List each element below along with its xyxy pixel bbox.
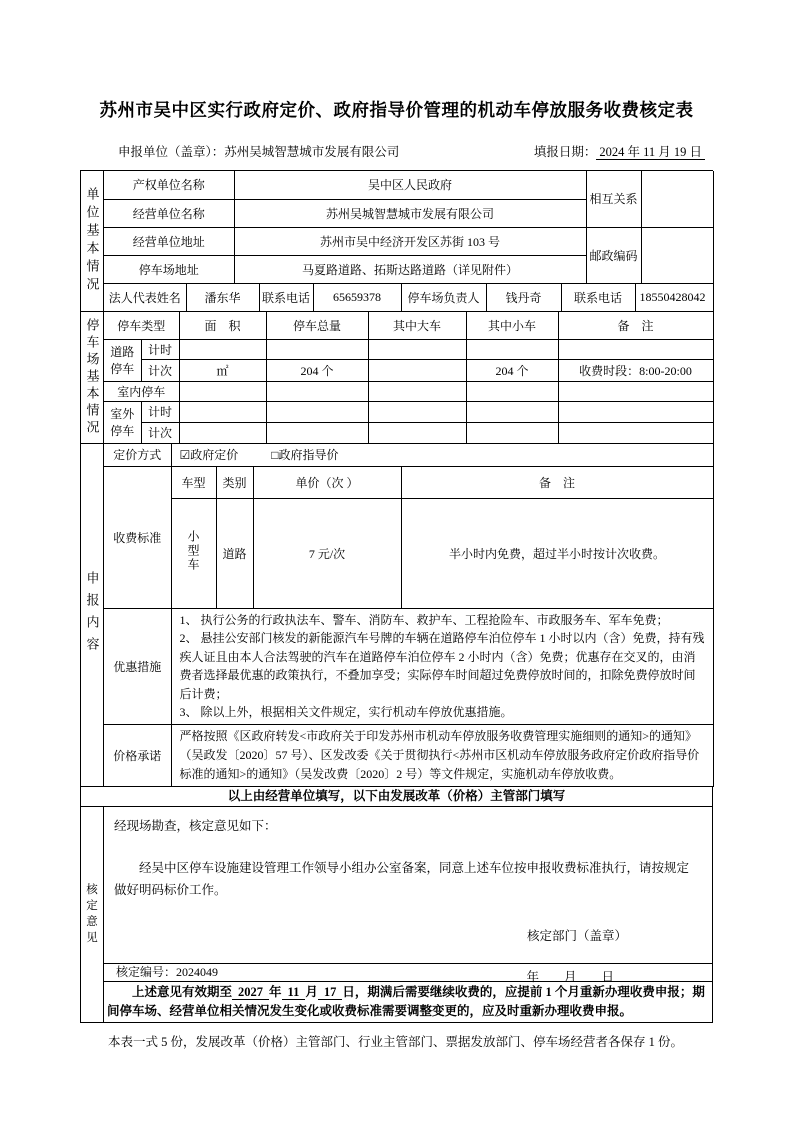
- validity-rest: 日，期满后需要继续收费的，应提前 1 个月重新办理收费申报；期间停车场、经营单位相关情况发生变化或收费标准需要调整变更的，应及时重新办理收费申报。: [107, 984, 705, 1018]
- operator-address-label: 经营单位地址: [104, 227, 234, 255]
- road-counted-area: ㎡: [179, 359, 266, 381]
- legal-rep-row: [104, 284, 714, 313]
- road-counted-label: 计次: [141, 359, 179, 381]
- checkbox-government-pricing[interactable]: ☑政府定价: [179, 448, 239, 463]
- section-label-declaration: 申报内容: [81, 444, 104, 787]
- discount-item-2: 2、 悬挂公安部门核发的新能源汽车号牌的车辆在道路停车泊位停车 1 小时以内（含）免费，持有残疾人证且由本人合法驾驶的汽车在道路停车泊位停车 2 小时内（含）免费；优惠存在交叉的，由消费者选择最优惠的政策执行，不叠加享受；实际停车时间超过免费停放时间的，扣除免费停放时间后计费；: [179, 631, 705, 701]
- road-counted-large: [368, 359, 466, 381]
- postcode-value: [641, 227, 713, 283]
- owner-unit-name-label: 产权单位名称: [104, 171, 234, 199]
- fee-standard-table: [104, 467, 714, 609]
- verdict-serial-label: 核定编号：: [116, 964, 177, 979]
- fee-row-unit-price: 7 元/次: [253, 498, 401, 608]
- outdoor-counted-large: [368, 422, 466, 443]
- checkbox-government-guided-pricing[interactable]: □政府指导价: [271, 448, 339, 463]
- phone1-value: 65659378: [313, 284, 401, 312]
- fee-row-remarks: 半小时内免费，超过半小时按计次收费。: [401, 498, 713, 608]
- outdoor-counted-note: [558, 422, 713, 443]
- legal-rep-label: 法人代表姓名: [104, 284, 186, 312]
- outdoor-parking-label: 室外停车: [104, 401, 141, 443]
- outdoor-timed-small: [466, 401, 558, 422]
- discount-content: [171, 609, 713, 725]
- discount-label: 优惠措施: [104, 609, 171, 725]
- header-total-spaces: 停车总量: [266, 312, 368, 339]
- header-small-vehicles: 其中小车: [466, 312, 558, 339]
- header-fee-remarks: 备 注: [401, 467, 713, 498]
- road-timed-label: 计时: [141, 339, 179, 359]
- header-info-line: [80, 142, 713, 160]
- section-declaration: [81, 444, 713, 787]
- indoor-small: [466, 381, 558, 401]
- operator-unit-name-value: 苏州吴城智慧城市发展有限公司: [234, 199, 586, 227]
- outdoor-counted-small: [466, 422, 558, 443]
- header-remarks: 备 注: [558, 312, 713, 339]
- lot-info-table: [104, 312, 714, 444]
- relation-value: [641, 171, 713, 227]
- road-counted-small: 204 个: [466, 359, 558, 381]
- report-date-value: 2024 年 11 月 19 日: [596, 145, 705, 160]
- owner-unit-name-value: 吴中区人民政府: [234, 171, 586, 199]
- road-timed-note: [558, 339, 713, 359]
- declarer-line: [118, 142, 399, 160]
- validity-month-char: 月: [305, 984, 318, 999]
- validity-month-value: 11: [282, 985, 306, 1000]
- section-verdict: [81, 807, 713, 1023]
- outdoor-timed-label: 计时: [141, 401, 179, 422]
- fill-instruction-divider: 以上由经营单位填写，以下由发展改革（价格）主管部门填写: [81, 787, 713, 807]
- verdict-date-line: 年 月 日: [526, 969, 614, 984]
- phone2-value: 18550428042: [635, 284, 713, 312]
- section-label-unit-info: 单位基本情况: [81, 171, 104, 312]
- outdoor-counted-total: [266, 422, 368, 443]
- header-parking-type: 停车类型: [104, 312, 179, 339]
- road-timed-total: [266, 339, 368, 359]
- road-timed-large: [368, 339, 466, 359]
- report-date-label: 填报日期：: [533, 145, 597, 159]
- page-title: 苏州市吴中区实行政府定价、政府指导价管理的机动车停放服务收费核定表: [99, 100, 694, 120]
- verdict-department-seal-line: 核定部门（盖章）: [526, 928, 627, 943]
- indoor-total: [266, 381, 368, 401]
- header-unit-price: 单价（次 ）: [253, 467, 401, 498]
- section-label-lot-info: 停车场基本情况: [81, 312, 104, 444]
- validity-prefix: 上述意见有效期至: [132, 984, 233, 999]
- unit-info-table: [104, 171, 714, 284]
- report-date-line: [534, 142, 705, 160]
- section-label-verdict: 核定意见: [81, 807, 104, 1023]
- verdict-intro: 经现场勘查，核定意见如下：: [114, 818, 277, 833]
- phone1-label: 联系电话: [259, 284, 313, 312]
- indoor-note: [558, 381, 713, 401]
- verdict-serial-row: [104, 964, 713, 982]
- copies-note: 本表一式 5 份，发展改革（价格）主管部门、行业主管部门、票据发放部门、停车场经营者各保存 1 份。: [108, 1034, 684, 1049]
- verdict-validity-row: [104, 982, 713, 1023]
- lot-manager-label: 停车场负责人: [401, 284, 486, 312]
- verdict-serial-value: 2024049: [176, 964, 219, 979]
- road-parking-label: 道路停车: [104, 339, 141, 381]
- lot-manager-value: 钱丹奇: [486, 284, 561, 312]
- fee-row-vehicle: 小型车: [171, 498, 216, 608]
- declarer-label: 申报单位（盖章）：: [118, 145, 225, 159]
- lot-address-label: 停车场地址: [104, 255, 234, 283]
- price-promise-text: 严格按照《区政府转发<市政府关于印发苏州市机动车停放服务收费管理实施细则的通知>的通知》（吴政发〔2020〕57 号）、区发改委《关于贯彻执行<苏州市区机动车停放服务政府定价政府指导价标准的通知>的通知》（吴发改费〔2020〕2 号）等文件规定，实施机动车停放收费。: [171, 725, 713, 787]
- road-counted-total: 204 个: [266, 359, 368, 381]
- header-large-vehicles: 其中大车: [368, 312, 466, 339]
- pricing-method-options: [171, 444, 713, 467]
- discount-row: [104, 609, 714, 725]
- section-lot-info: [81, 312, 713, 444]
- header-area: 面 积: [179, 312, 266, 339]
- legal-rep-value: 潘东华: [186, 284, 259, 312]
- declarer-value: 苏州吴城智慧城市发展有限公司: [224, 145, 400, 159]
- discount-item-1: 1、 执行公务的行政执法车、警车、消防车、救护车、工程抢险车、市政服务车、军车免费；: [179, 612, 669, 627]
- outdoor-timed-note: [558, 401, 713, 422]
- outdoor-counted-label: 计次: [141, 422, 179, 443]
- verdict-body: 经吴中区停车设施建设管理工作领导小组办公室备案，同意上述车位按申报收费标准执行，请按规定做好明码标价工作。: [114, 860, 690, 897]
- postcode-label: 邮政编码: [586, 227, 641, 283]
- pricing-method-label: 定价方式: [104, 444, 171, 467]
- validity-day-value: 17: [318, 985, 343, 1000]
- operator-address-value: 苏州市吴中经济开发区苏街 103 号: [234, 227, 586, 255]
- validity-year-value: 2027: [232, 985, 269, 1000]
- validity-year-char: 年: [269, 984, 282, 999]
- phone2-label: 联系电话: [561, 284, 635, 312]
- discount-item-3: 3、 除以上外，根据相关文件规定，实行机动车停放优惠措施。: [179, 705, 513, 719]
- outdoor-timed-area: [179, 401, 266, 422]
- pricing-method-row: [104, 444, 714, 468]
- operator-unit-name-label: 经营单位名称: [104, 199, 234, 227]
- indoor-large: [368, 381, 466, 401]
- lot-address-value: 马夏路道路、拓斯达路道路（详见附件）: [234, 255, 586, 283]
- outdoor-counted-area: [179, 422, 266, 443]
- approval-form-table: [80, 170, 713, 1023]
- price-promise-label: 价格承诺: [104, 725, 171, 787]
- outdoor-timed-total: [266, 401, 368, 422]
- relation-label: 相互关系: [586, 171, 641, 227]
- section-unit-info: [81, 171, 713, 312]
- road-timed-small: [466, 339, 558, 359]
- header-category: 类别: [216, 467, 253, 498]
- indoor-area: [179, 381, 266, 401]
- fee-row-category: 道路: [216, 498, 253, 608]
- indoor-parking-label: 室内停车: [104, 381, 179, 401]
- fee-standard-label: 收费标准: [104, 467, 171, 608]
- outdoor-timed-large: [368, 401, 466, 422]
- header-vehicle-type: 车型: [171, 467, 216, 498]
- road-timed-area: [179, 339, 266, 359]
- road-counted-note: 收费时段：8:00-20:00: [558, 359, 713, 381]
- price-promise-row: [104, 725, 714, 787]
